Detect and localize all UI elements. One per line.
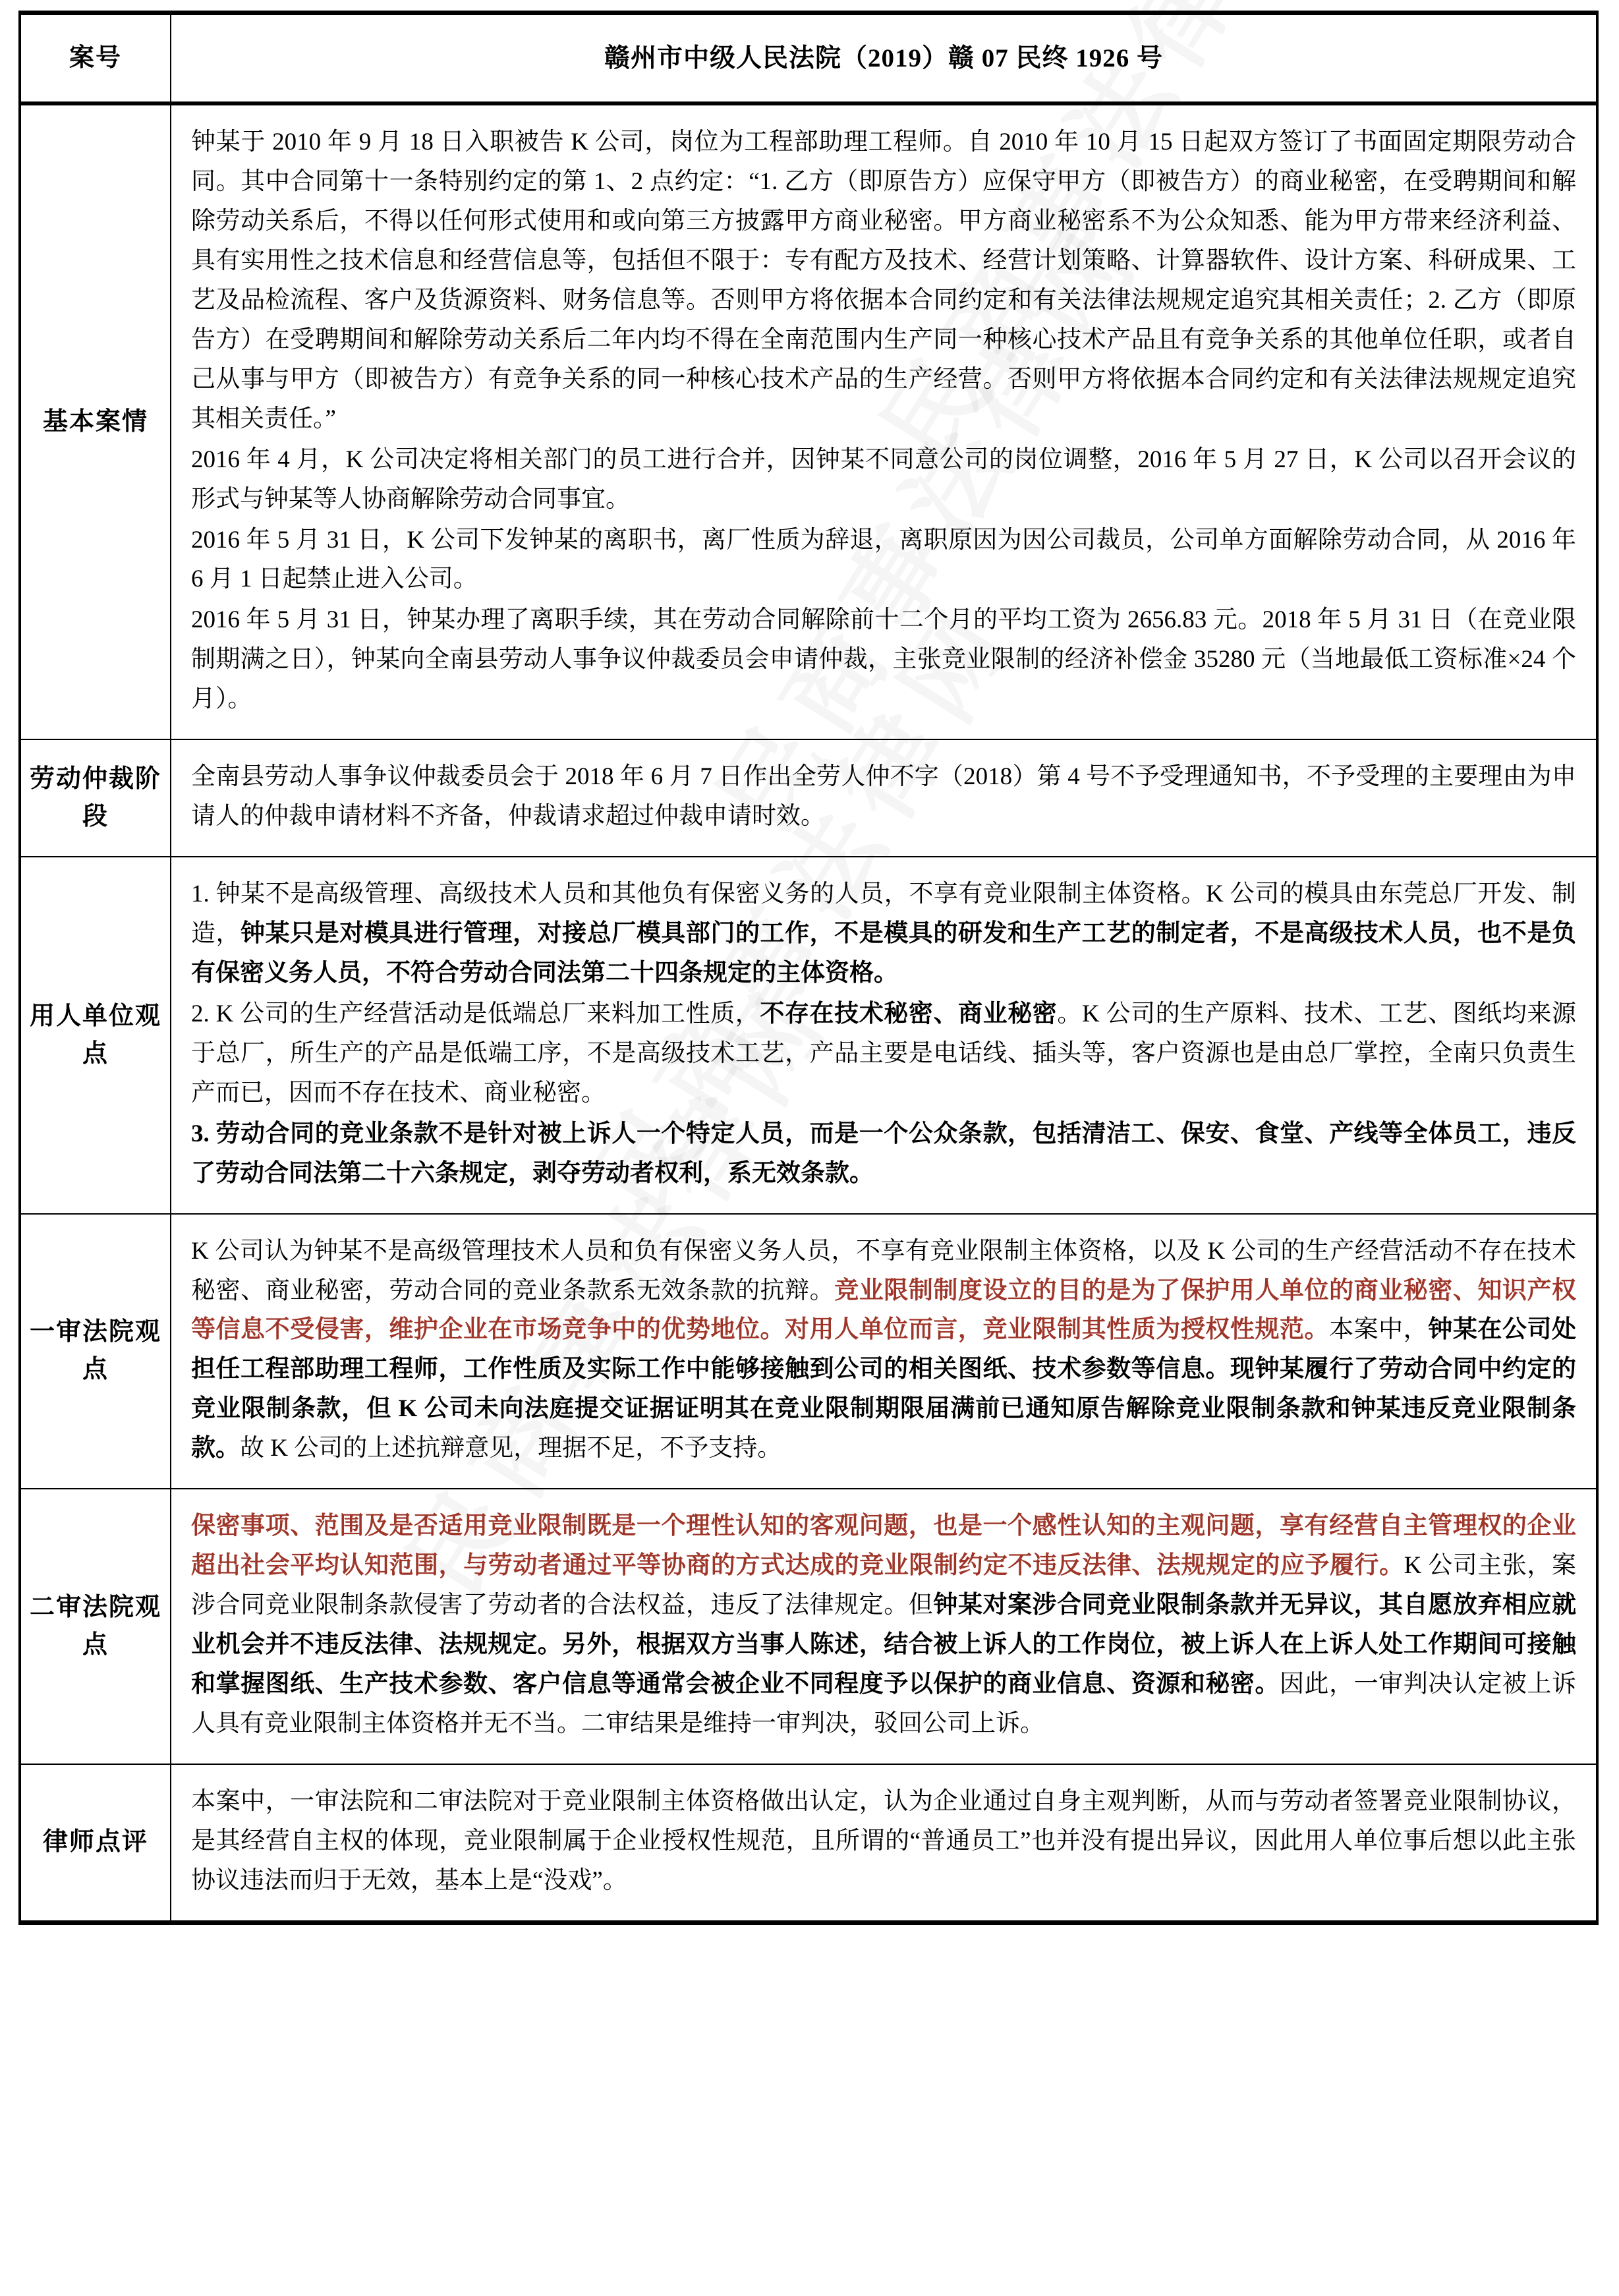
- table-row: [20, 739, 1597, 857]
- row-content-4: [171, 1214, 1597, 1489]
- table-row: [20, 13, 1597, 104]
- paragraph: [191, 875, 1576, 993]
- case-summary-table: [18, 11, 1599, 1925]
- paragraph: [191, 1114, 1576, 1193]
- row-content-2: [171, 739, 1597, 857]
- text-run: 赣州市中级人民法院（2019）赣 07 民终 1926 号: [604, 44, 1163, 72]
- text-run: 2. K 公司的生产经营活动是低端总厂来料加工性质，: [191, 1000, 760, 1027]
- row-content-5: [171, 1489, 1597, 1764]
- row-label-1: 基本案情: [20, 103, 171, 739]
- text-run: K 公司认为钟某不是高级管理技术人员和负有保密义务人员，不享有竞业限制主体资格，以及 K 公司的生产经营活动不存在技术秘密、商业秘密，劳动合同的竞业条款系无效条款的抗辩。: [191, 1237, 1576, 1304]
- table-row: [20, 1214, 1597, 1489]
- text-run: 本案中，一审法院和二审法院对于竞业限制主体资格做出认定，认为企业通过自身主观判断，从而与劳动者签署竞业限制协议，是其经营自主权的体现，竞业限制属于企业授权性规范，且所谓的“普通员工”也并没有提出异议，因此用人单位事后想以此主张协议违法而归于无效，基本上是“没戏”。: [191, 1787, 1576, 1894]
- text-run: 竞业限制制度设立的目的是为了保护用人单位的商业秘密、知识产权等信息不受侵害，维护企业在市场竞争中的优势地位。对用人单位而言，竞业限制其性质为授权性规范。: [191, 1277, 1577, 1344]
- row-label-3: 用人单位观点: [20, 857, 171, 1214]
- paragraph: [191, 123, 1576, 439]
- row-label-4: 一审法院观点: [20, 1214, 171, 1489]
- text-run: 因此，一审判决认定被上诉人具有竞业限制主体资格并无不当。二审结果是维持一审判决，驳回公司上诉。: [191, 1670, 1576, 1737]
- row-content-3: [171, 857, 1597, 1214]
- paragraph: [191, 38, 1576, 79]
- table-row: [20, 1489, 1597, 1764]
- paragraph: [191, 1507, 1576, 1744]
- text-run: 钟某于 2010 年 9 月 18 日入职被告 K 公司，岗位为工程部助理工程师。自 2010 年 10 月 15 日起双方签订了书面固定期限劳动合同。其中合同第十一条特别约定的第 1、2 点约定：“1. 乙方（即原告方）应保守甲方（即被告方）的商业秘密，在受聘期间和解除劳动关系后，不得以任何形式使用和或向第三方披露甲方商业秘密。甲方商业秘密系不为公众知悉、能为甲方带来经济利益、具有实用性之技术信息和经营信息等，包括但不限于：专有配方及技术、经营计划策略、计算器软件、设计方案、科研成果、工艺及品检流程、客户及货源资料、财务信息等。否则甲方将依据本合同约定和有关法律法规规定追究其相关责任；2. 乙方（即原告方）在受聘期间和解除劳动关系后二年内均不得在全南范围内生产同一种核心技术产品且有竞争关系的其他单位任职，或者自己从事与甲方（即被告方）有竞争关系的同一种核心技术产品的生产经营。否则甲方将依据本合同约定和有关法律法规规定追究其相关责任。”: [191, 129, 1576, 432]
- paragraph: [191, 1232, 1576, 1469]
- row-content-0: [171, 13, 1597, 104]
- text-run: 。K 公司的生产原料、技术、工艺、图纸均来源于总厂，所生产的产品是低端工序，不是高级技术工艺，产品主要是电话线、插头等，客户资源也是由总厂掌控，全南只负责生产而已，因而不存在技术、商业秘密。: [191, 1000, 1576, 1106]
- text-run: 不存在技术秘密、商业秘密: [760, 1000, 1058, 1027]
- row-content-6: [171, 1764, 1597, 1922]
- table-body: [20, 13, 1597, 1923]
- row-label-0: 案号: [20, 13, 171, 104]
- paragraph: [191, 994, 1576, 1113]
- text-run: 2016 年 5 月 31 日，钟某办理了离职手续，其在劳动合同解除前十二个月的平均工资为 2656.83 元。2018 年 5 月 31 日（在竞业限制期满之日），钟某向全南县劳动人事争议仲裁委员会申请仲裁，主张竞业限制的经济补偿金 35280 元（当地最低工资标准×24 个月）。: [191, 606, 1576, 713]
- text-run: K 公司主张，案涉合同竞业限制条款侵害了劳动者的合法权益，违反了法律规定。但: [191, 1552, 1576, 1619]
- text-run: 钟某对案涉合同竞业限制条款并无异议，其自愿放弃相应就业机会并不违反法律、法规规定。另外，根据双方当事人陈述，结合被上诉人的工作岗位，被上诉人在上诉人处工作期间可接触和掌握图纸、生产技术参数、客户信息等通常会被企业不同程度予以保护的商业信息、资源和秘密。: [191, 1592, 1577, 1698]
- text-run: 2016 年 5 月 31 日，K 公司下发钟某的离职书，离厂性质为辞退，离职原因为因公司裁员，公司单方面解除劳动合同，从 2016 年 6 月 1 日起禁止进入公司。: [191, 526, 1576, 593]
- text-run: 全南县劳动人事争议仲裁委员会于 2018 年 6 月 7 日作出全劳人仲不字（2018）第 4 号不予受理通知书，不予受理的主要理由为申请人的仲裁申请材料不齐备，仲裁请求超过仲裁申请时效。: [191, 763, 1576, 830]
- table-row: [20, 103, 1597, 739]
- text-run: 2016 年 4 月，K 公司决定将相关部门的员工进行合并，因钟某不同意公司的岗位调整，2016 年 5 月 27 日，K 公司以召开会议的形式与钟某等人协商解除劳动合同事宜。: [191, 445, 1577, 513]
- paragraph: [191, 757, 1576, 836]
- text-run: 1. 钟某不是高级管理、高级技术人员和其他负有保密义务的人员，不享有竞业限制主体资格。K 公司的模具由东莞总厂开发、制造，: [191, 880, 1576, 948]
- row-label-6: 律师点评: [20, 1764, 171, 1922]
- text-run: 故 K 公司的上述抗辩意见，理据不足，不予支持。: [240, 1435, 782, 1462]
- text-run: 钟某在公司处担任工程部助理工程师，工作性质及实际工作中能够接触到公司的相关图纸、技术参数等信息。现钟某履行了劳动合同中约定的竞业限制条款，但 K 公司未向法庭提交证据证明其在竞业限制期限届满前已通知原告解除竞业限制条款和钟某违反竞业限制条款。: [191, 1316, 1577, 1462]
- paragraph: [191, 440, 1576, 519]
- text-run: 钟某只是对模具进行管理，对接总厂模具部门的工作，不是模具的研发和生产工艺的制定者，不是高级技术人员，也不是负有保密义务人员，不符合劳动合同法第二十四条规定的主体资格。: [191, 920, 1576, 987]
- text-run: 保密事项、范围及是否适用竞业限制既是一个理性认知的客观问题，也是一个感性认知的主观问题，享有经营自主管理权的企业超出社会平均认知范围，与劳动者通过平等协商的方式达成的竞业限制约定不违反法律、法规规定的应予履行。: [191, 1512, 1576, 1580]
- row-content-1: [171, 103, 1597, 739]
- row-label-5: 二审法院观点: [20, 1489, 171, 1764]
- text-run: 本案中，: [1329, 1316, 1429, 1344]
- table-row: [20, 857, 1597, 1214]
- paragraph: [191, 1782, 1576, 1901]
- table-row: [20, 1764, 1597, 1922]
- paragraph: [191, 600, 1576, 719]
- text-run: 3. 劳动合同的竞业条款不是针对被上诉人一个特定人员，而是一个公众条款，包括清洁工、保安、食堂、产线等全体员工，违反了劳动合同法第二十六条规定，剥夺劳动者权利，系无效条款。: [191, 1120, 1576, 1187]
- paragraph: [191, 521, 1576, 600]
- row-label-2: 劳动仲裁阶段: [20, 739, 171, 857]
